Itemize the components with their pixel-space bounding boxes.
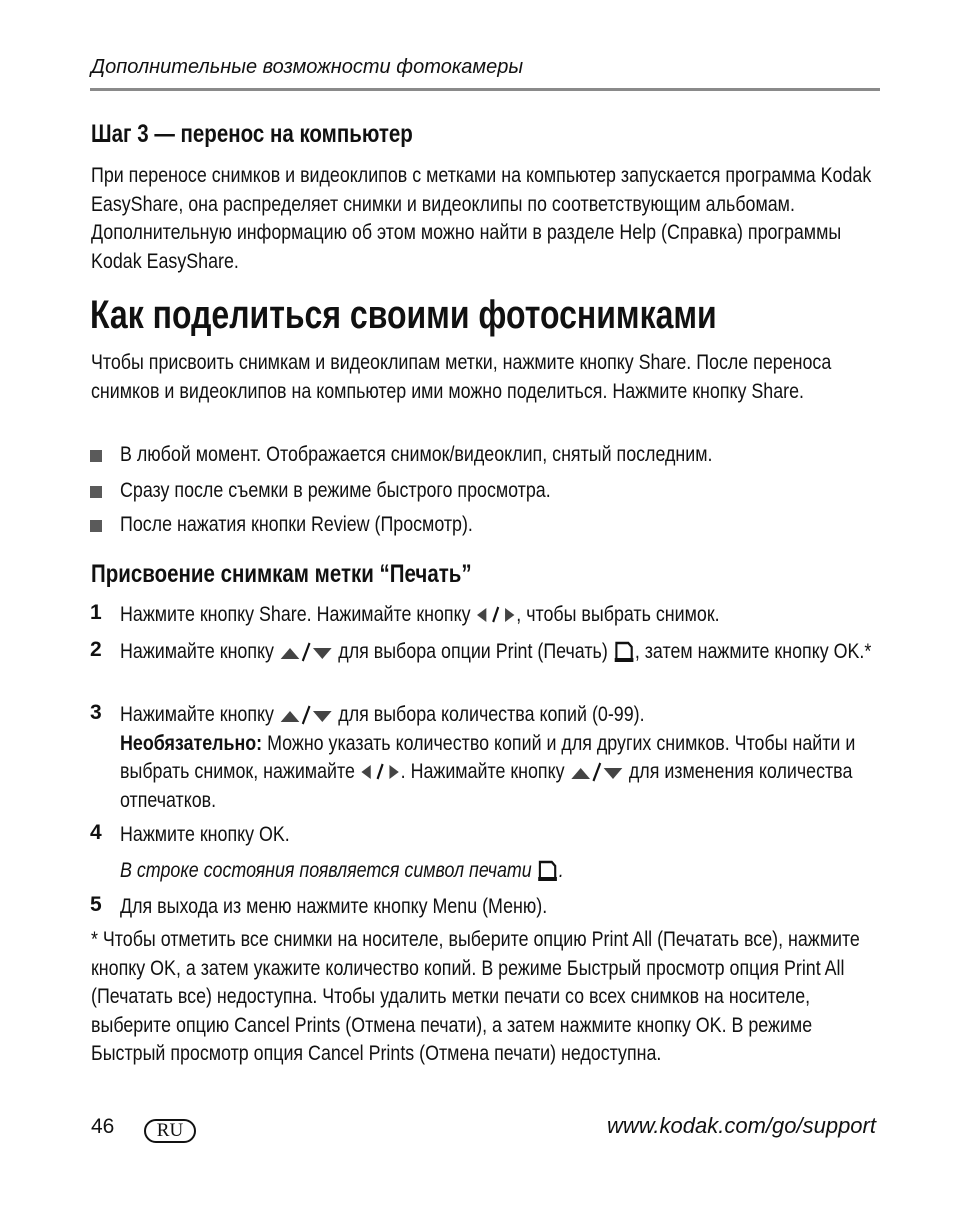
share-intro: Чтобы присвоить снимкам и видеоклипам метки, нажмите кнопку Share. После переноса снимков и видеоклипов на компьютер ими можно поделиться. Нажмите кнопку Share. (91, 351, 832, 403)
footnote: * Чтобы отметить все снимки на носителе, выберите опцию Print All (Печатать все), нажмите кнопку OK, а затем укажите количество копий. В режиме Быстрый просмотр опция Print All (Печатать все) недоступна. Чтобы удалить метки печати со всех снимков на носителе, выберите опцию Cancel Prints (Отмена печати), а затем нажмите кнопку OK. В режиме Быстрый просмотр опция Cancel Prints (Отмена печати) недоступна. (91, 928, 860, 1065)
step3-text: При переносе снимков и видеоклипов с метками на компьютер запускается программа Kodak EasyShare, она распределяет снимки и видеоклипы по соответствующим альбомам. Дополнительную информацию об этом можно найти в разделе Help (Справка) программы Kodak EasyShare. (91, 164, 872, 273)
step3-heading: Шаг 3 — перенос на компьютер (91, 120, 413, 148)
print-icon (537, 859, 559, 883)
share-heading: Как поделиться своими фотоснимками (90, 293, 717, 337)
bullet-icon (90, 486, 102, 498)
up-down-arrows-icon (279, 641, 333, 663)
bullet-icon (90, 450, 102, 462)
optional-label: Необязательно: (120, 731, 263, 755)
language-badge: RU (144, 1119, 196, 1143)
up-down-arrows-icon (279, 704, 333, 726)
up-down-arrows-icon (570, 761, 624, 783)
header-divider (90, 88, 880, 91)
left-right-arrows-icon (475, 605, 516, 625)
print-icon (613, 640, 635, 664)
page-number: 46 (91, 1115, 115, 1138)
support-url: www.kodak.com/go/support (606, 1113, 876, 1138)
print-heading: Присвоение снимкам метки “Печать” (91, 560, 472, 588)
page-header: Дополнительные возможности фотокамеры (91, 56, 524, 78)
bullet-icon (90, 520, 102, 532)
left-right-arrows-icon (360, 762, 401, 782)
